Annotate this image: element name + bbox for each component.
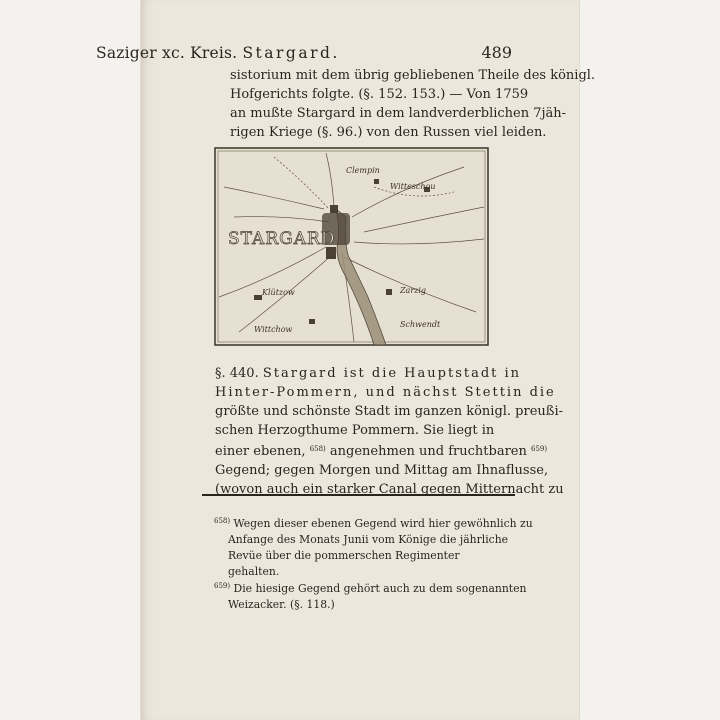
text-line: angenehmen und fruchtbaren bbox=[329, 444, 527, 459]
text-line: einer ebenen, bbox=[215, 444, 306, 459]
text-line: schen Herzogthume Pommern. Sie liegt in bbox=[215, 423, 495, 438]
map-place-label: Zarzig bbox=[400, 286, 427, 295]
footnote-line: gehalten. bbox=[228, 565, 280, 578]
footnote-divider bbox=[202, 494, 515, 496]
footnote-ref: 658) bbox=[309, 445, 326, 453]
paragraph-440 bbox=[215, 364, 564, 499]
paragraph-number: §. 440. bbox=[215, 366, 259, 381]
footnote-mark: 658) bbox=[214, 517, 231, 525]
text-line: größte und schönste Stadt im ganzen königl. preußi- bbox=[215, 404, 564, 419]
map-place-label: Clempin bbox=[346, 166, 380, 175]
running-head: Saziger xc. Kreis. bbox=[96, 44, 238, 62]
footnote-line: Die hiesige Gegend gehört auch zu dem sogenannten bbox=[233, 582, 527, 595]
text-line: Stargard ist die Hauptstadt in bbox=[262, 366, 522, 381]
text-line: Hinter-Pommern, und nächst Stettin die bbox=[215, 385, 556, 400]
footnote-line: Revüe über die pommerschen Regimenter bbox=[228, 549, 460, 562]
footnote-line: Anfange des Monats Junii vom Könige die jährliche bbox=[228, 533, 509, 546]
footnote-line: Wegen dieser ebenen Gegend wird hier gewöhnlich zu bbox=[233, 517, 533, 530]
text-line: sistorium mit dem übrig gebliebenen Theile des königl. bbox=[230, 68, 596, 83]
footnote-ref: 659) bbox=[531, 445, 548, 453]
footnote-659 bbox=[214, 578, 527, 613]
text-line: an mußte Stargard in dem landverderblichen 7jäh- bbox=[230, 106, 567, 121]
text-line: (wovon auch ein starker Canal gegen Mitternacht zu bbox=[215, 482, 564, 497]
text-line: rigen Kriege (§. 96.) von den Russen viel leiden. bbox=[230, 125, 547, 140]
map-place-label: Witteschou bbox=[390, 182, 436, 191]
text-line: Hofgerichts folgte. (§. 152. 153.) — Von 1759 bbox=[230, 87, 529, 102]
running-place: Stargard. bbox=[242, 44, 340, 62]
map-place-label: Wittchow bbox=[254, 325, 293, 334]
page-number: 489 bbox=[481, 43, 512, 62]
footnote-mark: 659) bbox=[214, 582, 231, 590]
text-line: Gegend; gegen Morgen und Mittag am Ihnaflusse, bbox=[215, 463, 549, 478]
map-place-label: Klützow bbox=[262, 288, 295, 297]
map-town-label: STARGARD bbox=[228, 229, 336, 249]
top-text bbox=[230, 66, 596, 142]
stargard-map bbox=[214, 147, 489, 346]
footnote-line: Weizacker. (§. 118.) bbox=[228, 598, 335, 611]
running-header bbox=[96, 43, 512, 62]
footnote-658 bbox=[214, 513, 533, 580]
map-place-label: Schwendt bbox=[400, 320, 441, 329]
